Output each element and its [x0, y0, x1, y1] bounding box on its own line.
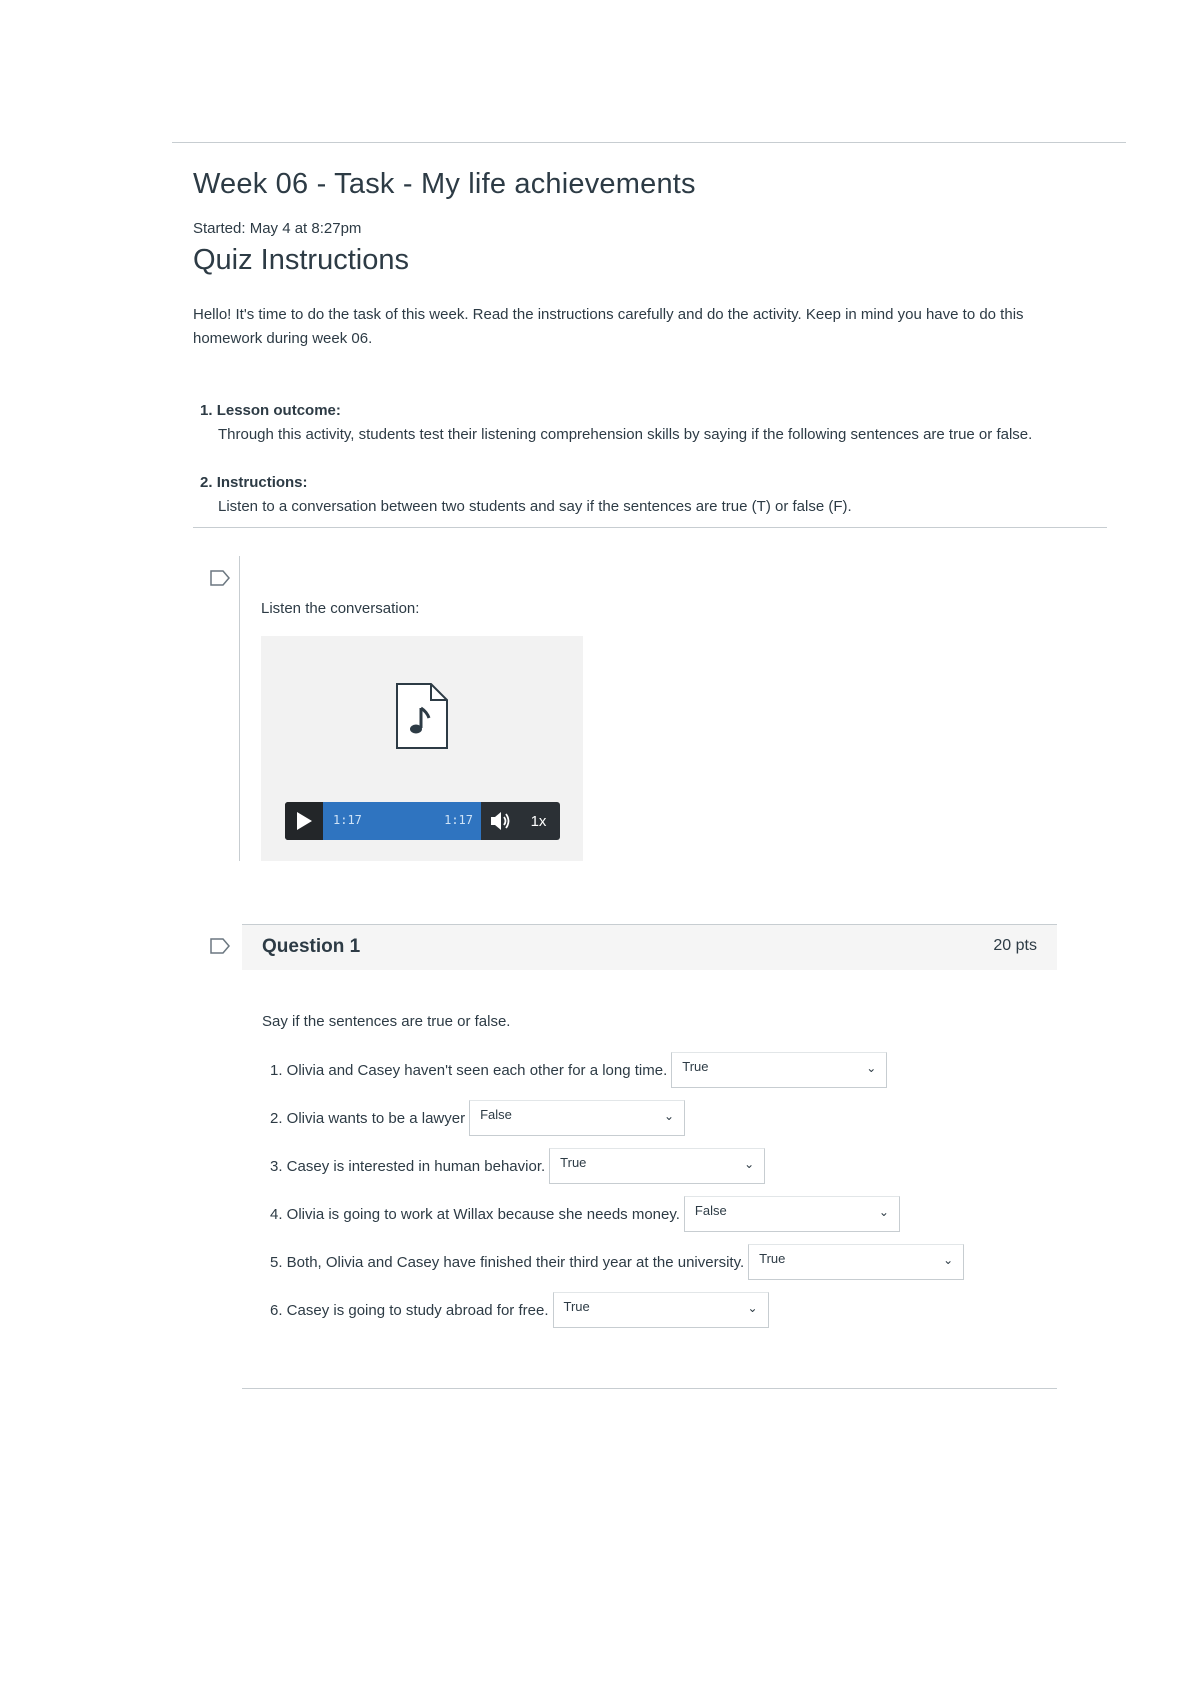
- answer-dropdown[interactable]: [684, 1196, 900, 1232]
- list-item: [270, 1052, 887, 1088]
- list-item: [270, 1100, 685, 1136]
- listen-label: Listen the conversation:: [261, 600, 420, 617]
- chevron-down-icon: ⌄: [664, 1109, 675, 1123]
- statement-text: 4. Olivia is going to work at Willax because she needs money.: [270, 1205, 680, 1223]
- top-divider: [172, 142, 1126, 143]
- instruction-item-lesson-outcome: [200, 399, 1120, 447]
- chevron-down-icon: ⌄: [866, 1061, 877, 1075]
- text-block-rail: [239, 556, 240, 861]
- volume-button[interactable]: [483, 802, 517, 840]
- progress-bar[interactable]: [323, 802, 481, 840]
- item-heading: [200, 471, 1120, 495]
- selected-value: True: [682, 1058, 709, 1074]
- answer-dropdown[interactable]: [671, 1052, 887, 1088]
- media-container: [261, 636, 583, 861]
- statement-text: 1. Olivia and Casey haven't seen each other for a long time.: [270, 1061, 668, 1079]
- intro-paragraph: Hello! It's time to do the task of this week. Read the instructions carefully and do the activity. Keep in mind you have to do this homework during week 06.: [193, 306, 1024, 347]
- started-timestamp: Started: May 4 at 8:27pm: [193, 220, 362, 237]
- play-button[interactable]: [285, 802, 323, 840]
- current-time: 1:17: [333, 813, 362, 827]
- answer-dropdown[interactable]: [549, 1148, 765, 1184]
- instructions-heading: Quiz Instructions: [193, 244, 409, 276]
- list-item: [270, 1148, 765, 1184]
- duration-time: 1:17: [444, 813, 473, 827]
- selected-value: True: [563, 1298, 590, 1314]
- flag-icon[interactable]: [210, 570, 230, 586]
- question-points: 20 pts: [993, 937, 1037, 954]
- play-icon: [285, 802, 323, 840]
- selected-value: False: [694, 1202, 727, 1218]
- selected-value: True: [759, 1250, 786, 1266]
- flag-icon[interactable]: [210, 938, 230, 954]
- answer-dropdown[interactable]: [748, 1244, 964, 1280]
- audio-player: [285, 802, 560, 840]
- list-item: [270, 1196, 900, 1232]
- chevron-down-icon: ⌄: [878, 1205, 889, 1219]
- item-body: Listen to a conversation between two students and say if the sentences are true (T) or false (F).: [218, 498, 852, 515]
- list-item: [270, 1292, 769, 1328]
- answer-dropdown[interactable]: [553, 1292, 769, 1328]
- quiz-title: Week 06 - Task - My life achievements: [193, 168, 696, 200]
- selected-value: False: [480, 1106, 512, 1122]
- volume-icon: [483, 802, 517, 840]
- item-number: 1.: [200, 402, 213, 419]
- item-heading-text: Instructions:: [216, 474, 308, 491]
- instruction-item-instructions: [200, 471, 1120, 519]
- item-body: Through this activity, students test their listening comprehension skills by saying if the following sentences are true or false.: [218, 426, 1033, 443]
- item-number: 2.: [200, 474, 213, 491]
- statement-text: 6. Casey is going to study abroad for free.: [270, 1301, 549, 1319]
- chevron-down-icon: ⌄: [943, 1253, 954, 1267]
- instructions-divider: [193, 527, 1107, 528]
- selected-value: True: [560, 1154, 587, 1170]
- statement-text: 5. Both, Olivia and Casey have finished their third year at the university.: [270, 1253, 745, 1271]
- chevron-down-icon: ⌄: [744, 1157, 755, 1171]
- item-heading-text: Lesson outcome:: [216, 402, 341, 419]
- list-item: [270, 1244, 964, 1280]
- music-file-icon: [395, 682, 449, 750]
- statement-text: 3. Casey is interested in human behavior.: [270, 1157, 546, 1175]
- answer-dropdown[interactable]: [469, 1100, 685, 1136]
- question-footer-divider: [242, 1388, 1057, 1389]
- question-header: [242, 924, 1057, 970]
- question-title: Question 1: [262, 936, 361, 957]
- item-heading: [200, 399, 1120, 423]
- chevron-down-icon: ⌄: [747, 1301, 758, 1315]
- statement-text: 2. Olivia wants to be a lawyer: [270, 1109, 466, 1127]
- playback-speed-button[interactable]: 1x: [517, 802, 560, 840]
- question-prompt: Say if the sentences are true or false.: [262, 1013, 511, 1030]
